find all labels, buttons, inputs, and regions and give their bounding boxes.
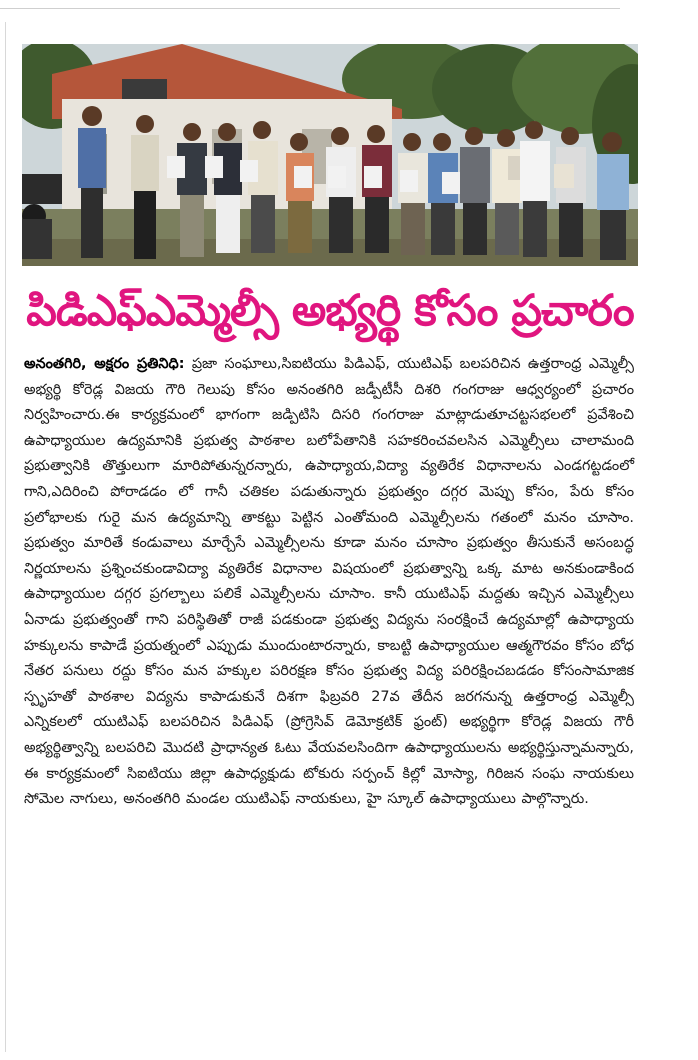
left-divider xyxy=(5,22,6,1052)
dateline: అనంతగిరి, అక్షరం ప్రతినిధి: xyxy=(24,356,185,372)
group-photo xyxy=(22,44,638,266)
headline: పిడిఎఫ్‌ఎమ్మెల్సీ అభ్యర్థి కోసం ప్రచారం xyxy=(26,286,634,336)
top-divider xyxy=(0,8,620,9)
article-body xyxy=(24,352,634,813)
article-text: ప్రజా సంఘాలు,సిఐటియు పిడిఎఫ్, యుటిఎఫ్ బలపరిచిన ఉత్తరాంధ్ర ఎమ్మెల్సీ అభ్యర్థి కోరెడ్ల విజయ గౌరి గెలుపు కోసం అనంతగిరి జడ్పీటీసీ దిశరి గంగరాజు ఆధ్వర్యంలో ప్రచారం నిర్వహించారు.ఈ కార్యక్రమంలో భాగంగా జడ్పిటిసి దిసరి గంగరాజు మాట్లాడుతూచట్టసభలలో ప్రవేశించి ఉపాధ్యాయుల ఉద్యమానికి ప్రభుత్వ పాఠశాల బలోపేతానికి సహకరించవలసిన ఎమ్మెల్సీలు చాలామంది ప్రభుత్వానికి తొత్తులుగా మారిపోతున్నరన్నారు, ఉపాధ్యాయ,విద్యా వ్యతిరేక విధానాలను ఎండగట్టడంలో గాని,ఎదిరించి పోరాడడం లో గానీ చతికల పడుతున్నారు ప్రభుత్వం దగ్గర మెప్పు కోసం, పేరు కోసం ప్రలోభాలకు గురై మన ఉద్యమాన్ని తాకట్టు పెట్టిన ఎంతోమంది ఎమ్మెల్సీలను గతంలో మనం చూసాం. ప్రభుత్వం మారితే కండువాలు మార్చేసే ఎమ్మెల్సీలను కూడా మనం చూసాం ప్రభుత్వం తీసుకునే అసంబద్ధ నిర్ణయాలను ప్రశ్నించకుండావిద్యా వ్యతిరేక విధానాల విషయంలో ప్రభుత్వాన్ని ఒక్క మాట అనకుండాకింద ఉపాధ్యాయుల దగ్గర ప్రగల్బాలు పలికే ఎమ్మెల్సీలను చూసాం. కానీ యుటిఎఫ్ మద్దతు ఇచ్చిన ఎమ్మెల్సీలు ఏనాడు ప్రభుత్వంతో గాని పరిస్థితితో రాజీ పడకుండా ప్రభుత్వ విద్యను సంరక్షించే ఉద్యమాల్లో ఉపాధ్యాయ హక్కులను కాపాడే ప్రయత్నంలో ఎప్పుడు ముందుంటారన్నారు, కాబట్టి ఉపాధ్యాయుల ఆత్మగౌరవం కోసం బోధ నేతర పనులు రద్దు కోసం మన హక్కుల పరిరక్షణ కోసం ప్రభుత్వ విద్య పరిరక్షించబడడం కోసంసామాజిక స్పృహతో పాఠశాల విద్యను కాపాడుకునే దిశగా ఫిబ్రవరి 27వ తేదీన జరగనున్న ఉత్తరాంధ్ర ఎమ్మెల్సీ ఎన్నికలలో యుటిఎఫ్ బలపరిచిన పిడిఎఫ్ (ప్రోగ్రెసివ్ డెమోక్రటిక్ ఫ్రంట్) అభ్యర్థిగా కోరెడ్ల విజయ గౌరీ అభ్యర్థిత్వాన్ని బలపరిచి మొదటి ప్రాధాన్యత ఓటు వేయవలసిందిగా ఉపాధ్యాయులను అభ్యర్థిస్తున్నామన్నారు, ఈ కార్యక్రమంలో సిఐటియు జిల్లా ఉపాధ్యక్షుడు టోకురు సర్పంచ్ కిల్లో మోస్యా, గిరిజన సంఘ నాయకులు సోమెల నాగులు, అనంతగిరి మండల యుటిఎఫ్ నాయకులు, హై స్కూల్ ఉపాధ్యాయులు పాల్గొన్నారు. xyxy=(24,356,634,808)
group-photo-icon xyxy=(22,44,638,266)
